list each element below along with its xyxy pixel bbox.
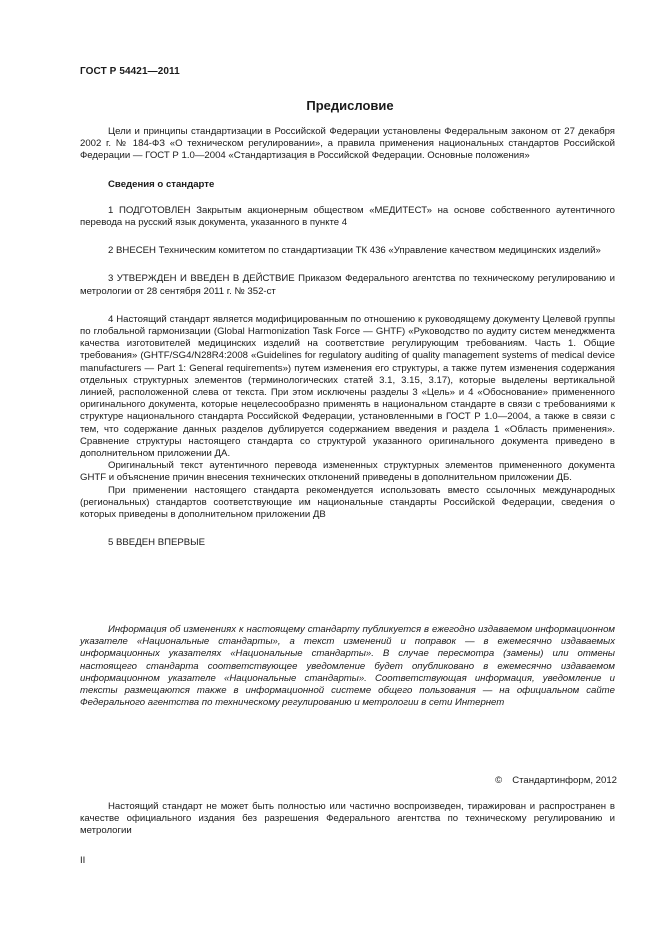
- copyright-text: Стандартинформ, 2012: [512, 775, 617, 786]
- reproduction-notice-text: Настоящий стандарт не может быть полностью или частично воспроизведен, тиражирован и распространен в качестве официального издания без разрешения Федерального агентства по техническому регулированию и метрологии: [80, 801, 615, 837]
- item-4-paragraph-3: При применении настоящего стандарта рекомендуется использовать вместо ссылочных международных (региональных) стандартов соответствующие им национальные стандарты Российской Федерации, сведения о которых приведены в дополнительном приложении ДВ: [80, 484, 615, 521]
- main-content: [80, 126, 615, 549]
- item-4-paragraph-1: 4 Настоящий стандарт является модифицированным по отношению к руководящему документу Целевой группы по глобальной гармонизации (Global Harmonization Task Force — GHTF) «Руководство по аудиту систем менеджмента качества изготовителей медицинских изделий на соответствие регулирующим требованиям. Часть 1. Общие требования» (GHTF/SG4/N28R4:2008 «Guidelines for regulatory auditing of quality management systems of medical device manufacturers — Part 1: General requirements») путем изменения его структуры, а также путем изменения содержания отдельных структурных элементов (терминологических статей 3.1, 3.15, 3.17), которые выделены вертикальной линией, расположенной слева от текста. При этом исключены разделы 3 «Цель» и 4 «Обоснование» примененного оригинального документа, которые нецелесообразно применять в национальном стандарте в связи с требованиями к структуре национального стандарта Российской Федерации, установленными в ГОСТ Р 1.0—2004, а также в связи с тем, что содержание данных разделов дублируется содержанием введения и раздела 1 «Область применения». Сравнение структуры настоящего стандарта со структурой указанного оригинального документа приведено в дополнительном приложении ДА.: [80, 313, 615, 460]
- document-code: ГОСТ Р 54421—2011: [80, 66, 180, 77]
- page-title: Предисловие: [306, 98, 394, 113]
- item-5: 5 ВВЕДЕН ВПЕРВЫЕ: [108, 537, 206, 549]
- item-2: 2 ВНЕСЕН Техническим комитетом по стандартизации ТК 436 «Управление качеством медицинских изделий»: [108, 245, 601, 257]
- item-1: 1 ПОДГОТОВЛЕН Закрытым акционерным обществом «МЕДИТЕСТ» на основе собственного аутентичного перевода на русский язык документа, указанного в пункте 4: [80, 204, 615, 229]
- copyright: [495, 775, 617, 786]
- item-3: 3 УТВЕРЖДЕН И ВВЕДЕН В ДЕЙСТВИЕ Приказом Федерального агентства по техническому регулированию и метрологии от 28 сентября 2011 г. № 352-ст: [80, 273, 615, 297]
- notice-text: Информация об изменениях к настоящему стандарту публикуется в ежегодно издаваемом информационном указателе «Национальные стандарты», а текст изменений и поправок — в ежемесячно издаваемых информационных указателях «Национальные стандарты». В случае пересмотра (замены) или отмены настоящего стандарта соответствующее уведомление будет опубликовано в ежемесячно издаваемом информационном указателе «Национальные стандарты». Соответствующая информация, уведомление и тексты размещаются также в информационной системе общего пользования — на официальном сайте Федерального агентства по техническому регулированию и метрологии в сети Интернет: [80, 624, 615, 709]
- notice-block: [80, 624, 615, 709]
- item-4-paragraph-2: Оригинальный текст аутентичного перевода измененных структурных элементов примененного документа GHTF и объяснение причин внесения технических отклонений приведены в дополнительном приложении ДБ.: [80, 460, 615, 484]
- section-heading: Сведения о стандарте: [108, 178, 215, 190]
- reproduction-notice: [80, 801, 615, 838]
- copyright-symbol: ©: [495, 775, 503, 786]
- intro-paragraph: Цели и принципы стандартизации в Российской Федерации установлены Федеральным законом от 27 декабря 2002 г. № 184-ФЗ «О техническом регулировании», а правила применения национальных стандартов Российской Федерации — ГОСТ Р 1.0—2004 «Стандартизация в Российской Федерации. Основные положения»: [80, 126, 615, 162]
- page-number: II: [80, 855, 86, 866]
